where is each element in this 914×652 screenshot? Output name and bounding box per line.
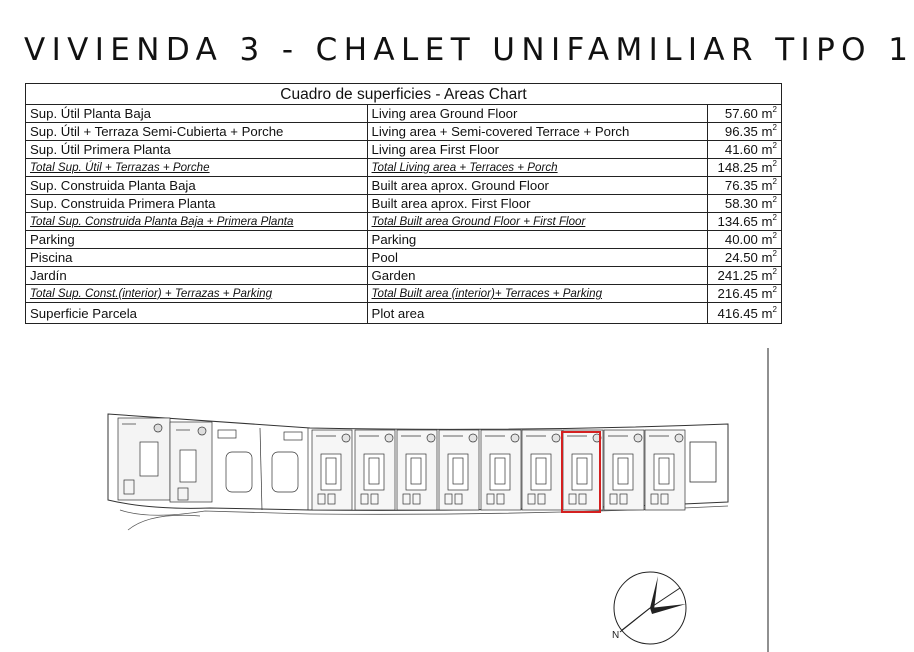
row-value: 24.50 $m^2$ bbox=[708, 249, 782, 267]
row-label-es: Sup. Útil + Terraza Semi-Cubierta + Porche bbox=[26, 123, 368, 141]
row-label-en: Parking bbox=[367, 231, 708, 249]
row-label-es: Total Sup. Const.(interior) + Terrazas + Parking bbox=[26, 285, 368, 303]
row-label-es: Sup. Construida Planta Baja bbox=[26, 177, 368, 195]
row-label-en: Built area aprox. First Floor bbox=[367, 195, 708, 213]
row-value: 241.25 $m^2$ bbox=[708, 267, 782, 285]
table-row bbox=[26, 123, 782, 141]
row-label-en: Garden bbox=[367, 267, 708, 285]
villa-plot bbox=[522, 430, 562, 510]
table-row-total bbox=[26, 285, 782, 303]
villa-plot bbox=[397, 430, 437, 510]
row-label-en: Living area Ground Floor bbox=[367, 105, 708, 123]
row-label-es: Total Sup. Construida Planta Baja + Primera Planta bbox=[26, 213, 368, 231]
table-row bbox=[26, 231, 782, 249]
villa-plot bbox=[355, 430, 395, 510]
row-label-es: Sup. Útil Primera Planta bbox=[26, 141, 368, 159]
row-value: 134.65 $m^2$ bbox=[708, 213, 782, 231]
villa-plot bbox=[645, 430, 685, 510]
row-label-es: Sup. Útil Planta Baja bbox=[26, 105, 368, 123]
villa-plot bbox=[563, 430, 603, 510]
table-row bbox=[26, 177, 782, 195]
villa-plot bbox=[604, 430, 644, 510]
row-value: 57.60 $m^2$ bbox=[708, 105, 782, 123]
row-value: 76.35 $m^2$ bbox=[708, 177, 782, 195]
row-label-en: Total Living area + Terraces + Porch bbox=[367, 159, 708, 177]
north-arrow bbox=[612, 572, 686, 644]
row-label-es: Superficie Parcela bbox=[26, 303, 368, 324]
row-label-en: Pool bbox=[367, 249, 708, 267]
table-row bbox=[26, 249, 782, 267]
row-value: 41.60 $m^2$ bbox=[708, 141, 782, 159]
north-label: N bbox=[612, 630, 620, 641]
table-row bbox=[26, 105, 782, 123]
table-row-total bbox=[26, 213, 782, 231]
table-row bbox=[26, 141, 782, 159]
row-label-es: Sup. Construida Primera Planta bbox=[26, 195, 368, 213]
row-value: 148.25 $m^2$ bbox=[708, 159, 782, 177]
row-label-es: Piscina bbox=[26, 249, 368, 267]
table-row bbox=[26, 195, 782, 213]
row-label-en: Built area aprox. Ground Floor bbox=[367, 177, 708, 195]
row-value: 216.45 $m^2$ bbox=[708, 285, 782, 303]
page-title: VIVIENDA 3 - CHALET UNIFAMILIAR TIPO 1 bbox=[24, 32, 914, 68]
table-row-plot bbox=[26, 303, 782, 324]
areas-chart-table bbox=[25, 83, 782, 324]
row-label-en: Total Built area (interior)+ Terraces + Parking bbox=[367, 285, 708, 303]
site-plan bbox=[0, 340, 800, 652]
villa-plot-row bbox=[312, 430, 685, 510]
row-value: 96.35 $m^2$ bbox=[708, 123, 782, 141]
row-label-en: Living area First Floor bbox=[367, 141, 708, 159]
table-header: Cuadro de superficies - Areas Chart bbox=[26, 84, 782, 105]
villa-plot bbox=[439, 430, 479, 510]
row-label-es: Jardín bbox=[26, 267, 368, 285]
table-row bbox=[26, 267, 782, 285]
villa-plot bbox=[481, 430, 521, 510]
row-label-es: Total Sup. Útil + Terrazas + Porche bbox=[26, 159, 368, 177]
left-block bbox=[118, 418, 212, 502]
row-value: 40.00 $m^2$ bbox=[708, 231, 782, 249]
table-row-total bbox=[26, 159, 782, 177]
road-curve bbox=[128, 515, 200, 530]
row-value: 58.30 $m^2$ bbox=[708, 195, 782, 213]
table-header-row bbox=[26, 84, 782, 105]
row-label-en: Plot area bbox=[367, 303, 708, 324]
row-label-es: Parking bbox=[26, 231, 368, 249]
row-value: 416.45 $m^2$ bbox=[708, 303, 782, 324]
villa-plot bbox=[312, 430, 352, 510]
row-label-en: Total Built area Ground Floor + First Floor bbox=[367, 213, 708, 231]
row-label-en: Living area + Semi-covered Terrace + Porch bbox=[367, 123, 708, 141]
